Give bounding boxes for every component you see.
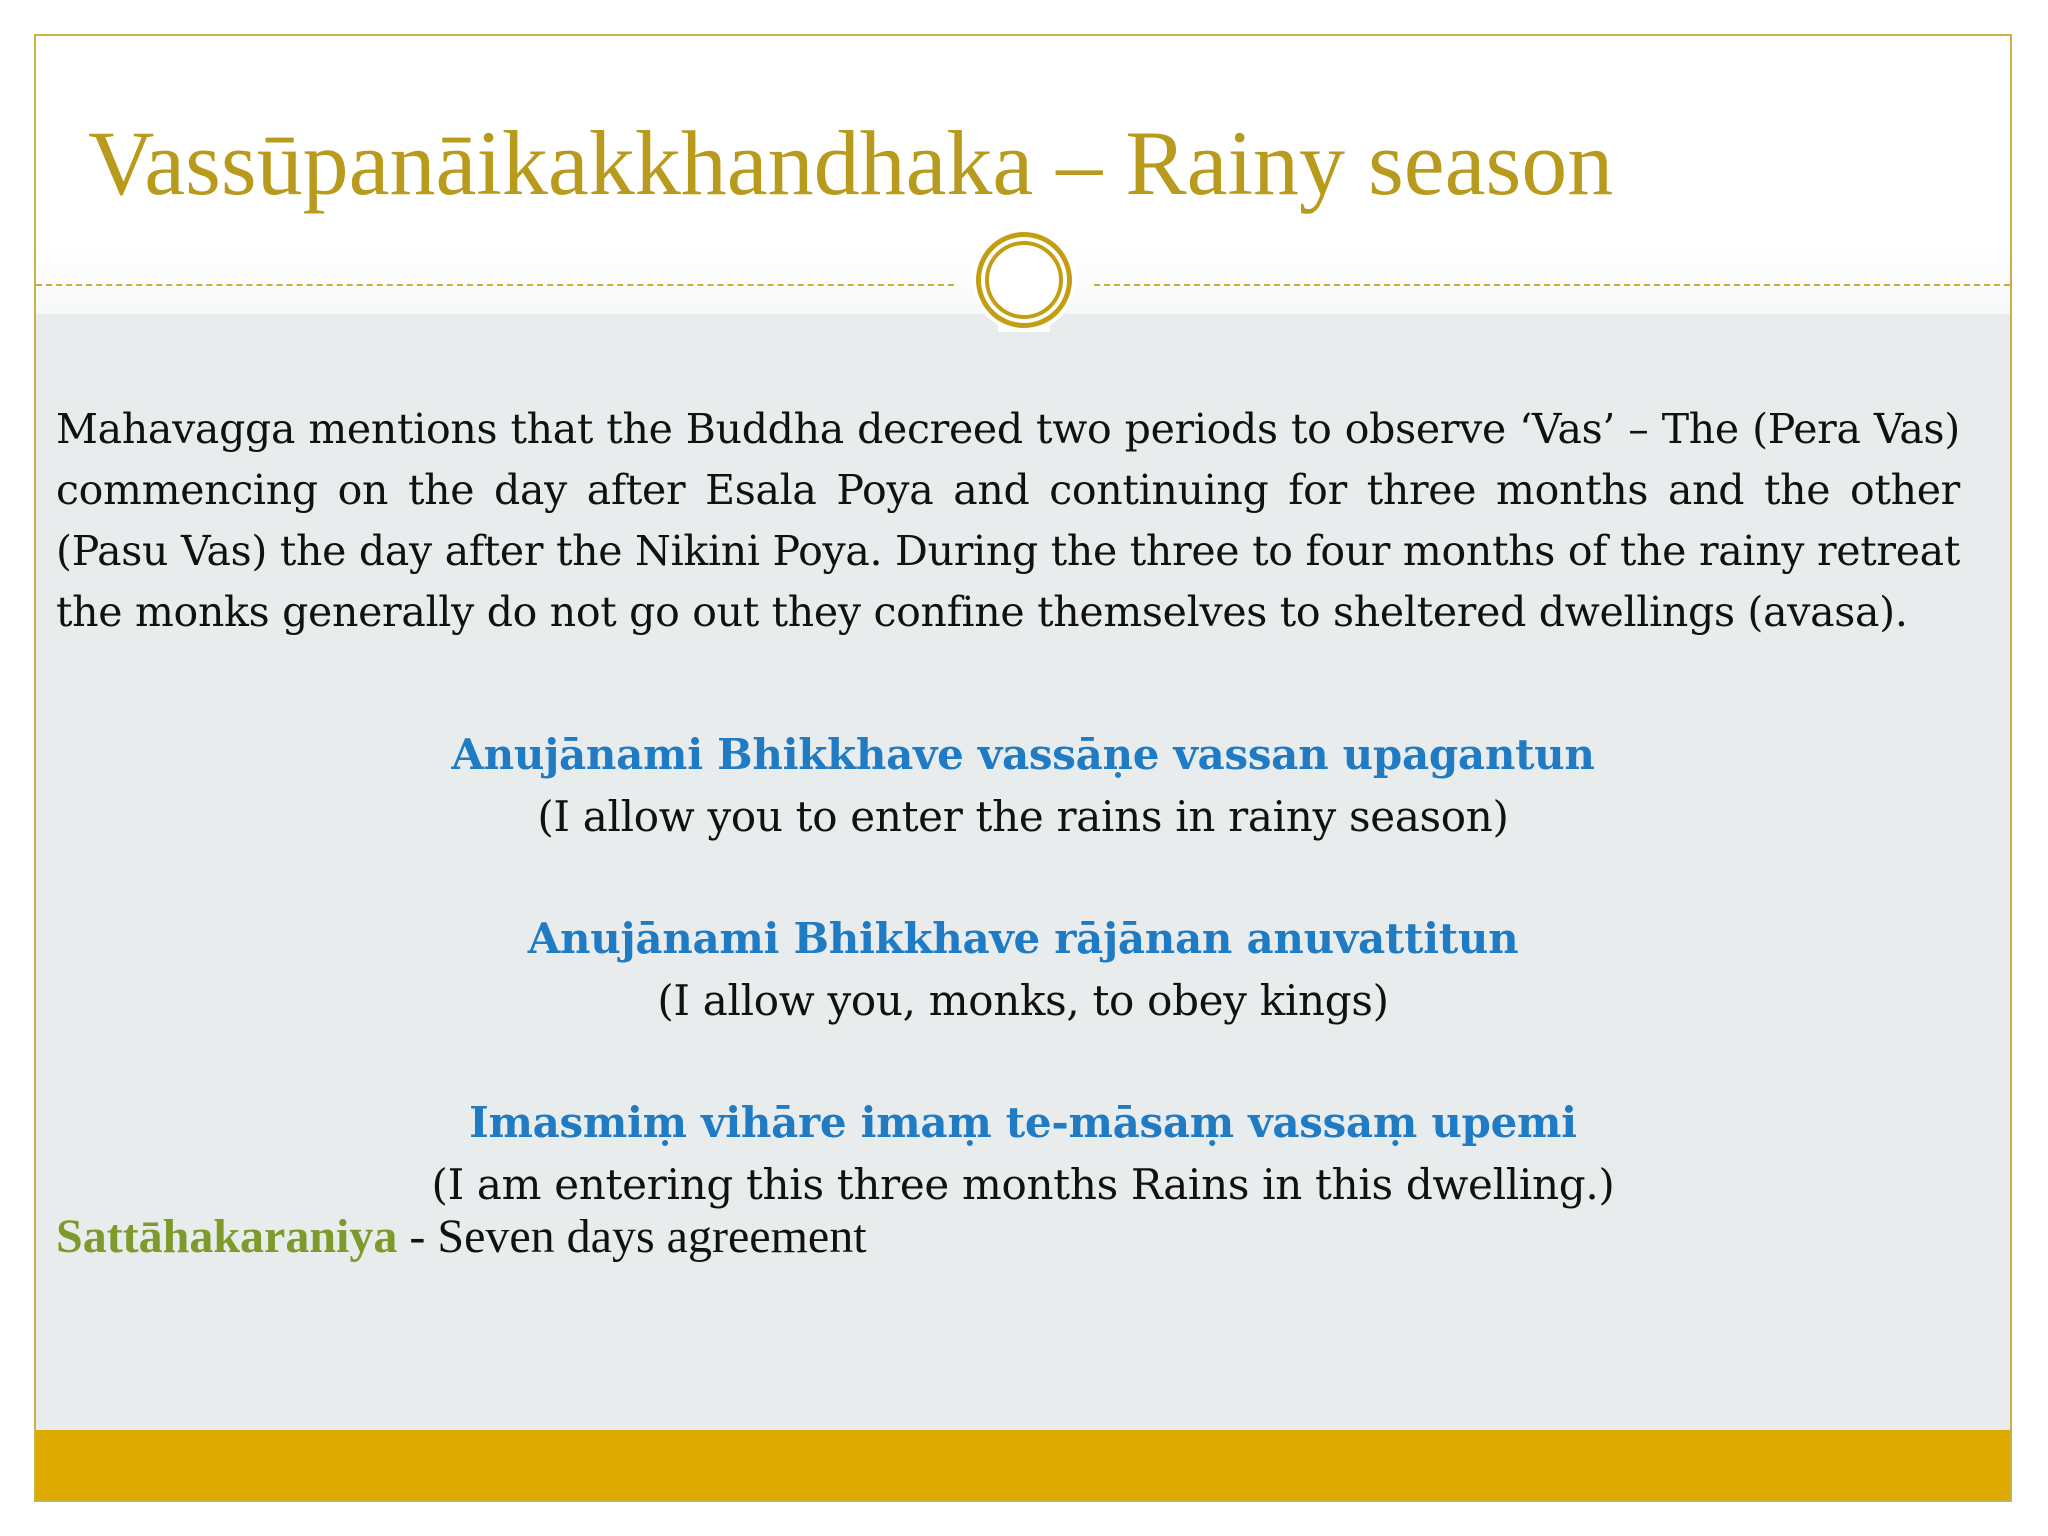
footer-bar: [36, 1430, 2010, 1500]
pali-phrase: Imasmiṃ vihāre imaṃ te-māsaṃ vassaṃ upemi: [469, 1098, 1577, 1147]
closing-term: Sattāhakaraniya: [56, 1210, 398, 1263]
slide-body: [36, 314, 2010, 1466]
closing-separator: -: [397, 1210, 438, 1263]
phrase-translation: (I allow you, monks, to obey kings): [657, 976, 1389, 1025]
ornament-inner-ring: [985, 241, 1063, 319]
double-ring-ornament-icon: [972, 228, 1076, 332]
slide: [34, 34, 2012, 1502]
closing-line: [56, 1206, 867, 1268]
intro-paragraph: Mahavagga mentions that the Buddha decreed two periods to observe ‘Vas’ – The (Pera Vas) commencing on the day after Esala Poya and continuing for three months and the other (Pasu Vas) the day after the Nikini Poya. During the three to four months of the rainy retreat the monks generally do not go out they confine themselves to sheltered dwellings (avasa).: [56, 405, 1960, 636]
header-divider-left: [36, 284, 954, 286]
phrase-translation: (I am entering this three months Rains in this dwelling.): [431, 1160, 1615, 1209]
pali-phrase: Anujānami Bhikkhave rājānan anuvattitun: [527, 914, 1519, 963]
header-divider-right: [1094, 284, 2010, 286]
closing-meaning: Seven days agreement: [437, 1210, 867, 1263]
slide-title: Vassūpanāikakkhandhaka – Rainy season: [88, 112, 1614, 214]
pali-phrase: Anujānami Bhikkhave vassāṇe vassan upagantun: [451, 730, 1595, 779]
pali-phrase-block: [36, 724, 2010, 848]
pali-phrase-block: [36, 1092, 2010, 1216]
pali-phrase-block: [36, 908, 2010, 1032]
phrase-translation: (I allow you to enter the rains in rainy season): [537, 792, 1509, 841]
